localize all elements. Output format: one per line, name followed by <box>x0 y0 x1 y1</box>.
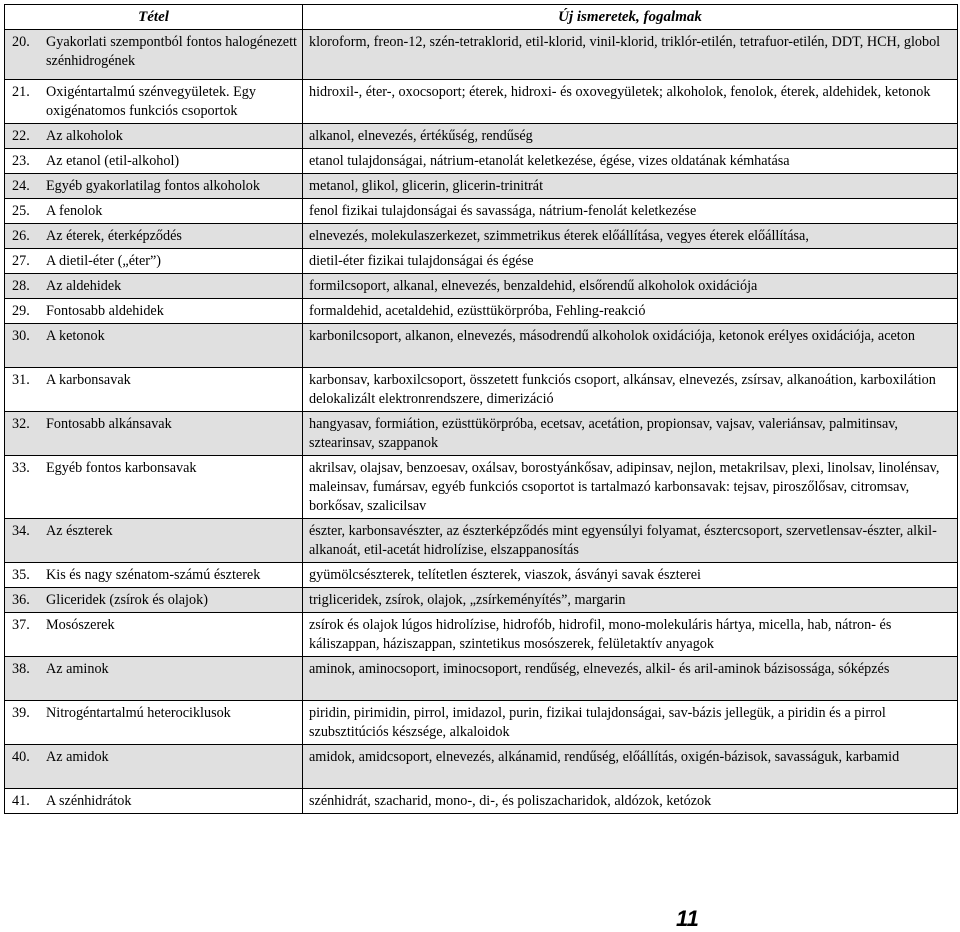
table-row <box>5 701 958 745</box>
row-title: Mosószerek <box>46 617 115 633</box>
row-content: dietil-éter fizikai tulajdonságai és égése <box>303 249 958 274</box>
table-row <box>5 249 958 274</box>
row-number: 21. <box>12 84 30 100</box>
row-content: elnevezés, molekulaszerkezet, szimmetrikus éterek előállítása, vegyes éterek előállítása, <box>303 224 958 249</box>
row-number: 38. <box>12 661 30 677</box>
table-row <box>5 299 958 324</box>
row-content: formilcsoport, alkanal, elnevezés, benzaldehid, elsőrendű alkoholok oxidációja <box>303 274 958 299</box>
tetel-cell <box>5 80 303 124</box>
tetel-cell <box>5 274 303 299</box>
tetel-cell <box>5 149 303 174</box>
table-row <box>5 149 958 174</box>
row-number: 27. <box>12 253 30 269</box>
row-number: 41. <box>12 793 30 809</box>
row-title: Az aminok <box>46 661 109 677</box>
table-row <box>5 745 958 789</box>
row-content: gyümölcsészterek, telítetlen észterek, viaszok, ásványi savak észterei <box>303 563 958 588</box>
table-row <box>5 368 958 412</box>
row-title: Gliceridek (zsírok és olajok) <box>46 592 208 608</box>
row-content: hidroxil-, éter-, oxocsoport; éterek, hidroxi- és oxovegyületek; alkoholok, fenolok, éterek, aldehidek, ketonok <box>303 80 958 124</box>
page-number: 11 <box>676 906 699 931</box>
row-content: metanol, glikol, glicerin, glicerin-trinitrát <box>303 174 958 199</box>
header-tetel: Tétel <box>5 5 303 30</box>
row-title: Az észterek <box>46 523 113 539</box>
table-row <box>5 657 958 701</box>
row-title: Az éterek, éterképződés <box>46 228 182 244</box>
row-number: 40. <box>12 749 30 765</box>
row-content: karbonilcsoport, alkanon, elnevezés, másodrendű alkoholok oxidációja, ketonok erélyes oxidációja, aceton <box>303 324 958 368</box>
row-number: 31. <box>12 372 30 388</box>
table-row <box>5 519 958 563</box>
row-title: Az aldehidek <box>46 278 122 294</box>
row-number: 29. <box>12 303 30 319</box>
table-row <box>5 124 958 149</box>
row-title: Gyakorlati szempontból fontos halogénezett szénhidrogének <box>46 34 297 69</box>
row-content: karbonsav, karboxilcsoport, összetett funkciós csoport, alkánsav, elnevezés, zsírsav, alkanoátion, karboxilátion delokalizált elektronrendszere, dimerizáció <box>303 368 958 412</box>
table-row <box>5 274 958 299</box>
tetel-cell <box>5 412 303 456</box>
table-body <box>5 30 958 814</box>
row-number: 34. <box>12 523 30 539</box>
row-title: Oxigéntartalmú szénvegyületek. Egy oxigénatomos funkciós csoportok <box>46 84 256 119</box>
tetel-cell <box>5 249 303 274</box>
row-title: A dietil-éter („éter”) <box>46 253 162 269</box>
row-number: 22. <box>12 128 30 144</box>
row-title: Fontosabb alkánsavak <box>46 416 172 432</box>
tetel-cell <box>5 657 303 701</box>
row-title: Kis és nagy szénatom-számú észterek <box>46 567 261 583</box>
row-number: 35. <box>12 567 30 583</box>
tetel-cell <box>5 368 303 412</box>
tetel-cell <box>5 613 303 657</box>
row-content: hangyasav, formiátion, ezüsttükörpróba, ecetsav, acetátion, propionsav, vajsav, valeriánsav, palmitinsav, sztearinsav, szappanok <box>303 412 958 456</box>
row-title: A fenolok <box>46 203 103 219</box>
tetel-cell <box>5 563 303 588</box>
table-row <box>5 199 958 224</box>
row-number: 23. <box>12 153 30 169</box>
row-content: amidok, amidcsoport, elnevezés, alkánamid, rendűség, előállítás, oxigén-bázisok, savasságuk, karbamid <box>303 745 958 789</box>
row-number: 32. <box>12 416 30 432</box>
row-number: 36. <box>12 592 30 608</box>
table-row <box>5 174 958 199</box>
row-content: trigliceridek, zsírok, olajok, „zsírkeményítés”, margarin <box>303 588 958 613</box>
row-content: piridin, pirimidin, pirrol, imidazol, purin, fizikai tulajdonságai, sav-bázis jellegük, a piridin és a pirrol szubsztitúciós készsége, alkaloidok <box>303 701 958 745</box>
row-title: Az etanol (etil-alkohol) <box>46 153 180 169</box>
row-content: formaldehid, acetaldehid, ezüsttükörpróba, Fehling-reakció <box>303 299 958 324</box>
row-content: alkanol, elnevezés, értékűség, rendűség <box>303 124 958 149</box>
tetel-cell <box>5 174 303 199</box>
table-row <box>5 563 958 588</box>
row-number: 24. <box>12 178 30 194</box>
tetel-cell <box>5 701 303 745</box>
row-title: A szénhidrátok <box>46 793 132 809</box>
table-row <box>5 224 958 249</box>
row-title: Nitrogéntartalmú heterociklusok <box>46 705 231 721</box>
row-number: 30. <box>12 328 30 344</box>
table-row <box>5 80 958 124</box>
tetel-cell <box>5 456 303 519</box>
row-number: 33. <box>12 460 30 476</box>
tetel-cell <box>5 199 303 224</box>
topics-table <box>4 4 958 814</box>
row-content: szénhidrát, szacharid, mono-, di-, és poliszacharidok, aldózok, ketózok <box>303 789 958 814</box>
tetel-cell <box>5 745 303 789</box>
table-row <box>5 789 958 814</box>
row-title: Az alkoholok <box>46 128 123 144</box>
table-row <box>5 324 958 368</box>
row-number: 28. <box>12 278 30 294</box>
row-title: Az amidok <box>46 749 109 765</box>
row-number: 39. <box>12 705 30 721</box>
table-header-row <box>5 5 958 30</box>
row-content: zsírok és olajok lúgos hidrolízise, hidrofób, hidrofil, mono-molekuláris hártya, micella, hab, nátron- és káliszappan, háziszappan, szintetikus mosószerek, felületaktív anyagok <box>303 613 958 657</box>
row-content: kloroform, freon-12, szén-tetraklorid, etil-klorid, vinil-klorid, triklór-etilén, tetrafuor-etilén, DDT, HCH, globol <box>303 30 958 80</box>
row-content: fenol fizikai tulajdonságai és savassága, nátrium-fenolát keletkezése <box>303 199 958 224</box>
table-row <box>5 456 958 519</box>
row-content: aminok, aminocsoport, iminocsoport, rendűség, elnevezés, alkil- és aril-aminok bázisossága, sóképzés <box>303 657 958 701</box>
row-number: 37. <box>12 617 30 633</box>
row-content: észter, karbonsavészter, az észterképződés mint egyensúlyi folyamat, észtercsoport, szervetlensav-észter, alkil-alkanoát, etil-acetát hidrolízise, elszappanosítás <box>303 519 958 563</box>
row-title: Egyéb gyakorlatilag fontos alkoholok <box>46 178 260 194</box>
row-content: akrilsav, olajsav, benzoesav, oxálsav, borostyánkősav, adipinsav, nejlon, metakrilsav, plexi, linolsav, linolénsav, maleinsav, fumársav, egyéb funkciós csoportot is tartalmazó karbonsavak: tejsav, piroszőlősav, citromsav, borkősav, szalicilsav <box>303 456 958 519</box>
tetel-cell <box>5 30 303 80</box>
table-row <box>5 412 958 456</box>
tetel-cell <box>5 224 303 249</box>
table-row <box>5 588 958 613</box>
tetel-cell <box>5 124 303 149</box>
tetel-cell <box>5 519 303 563</box>
table-row <box>5 30 958 80</box>
row-number: 25. <box>12 203 30 219</box>
tetel-cell <box>5 588 303 613</box>
row-title: A karbonsavak <box>46 372 131 388</box>
row-number: 26. <box>12 228 30 244</box>
row-title: Fontosabb aldehidek <box>46 303 164 319</box>
tetel-cell <box>5 324 303 368</box>
header-uj-ismeretek: Új ismeretek, fogalmak <box>303 5 958 30</box>
tetel-cell <box>5 299 303 324</box>
row-title: A ketonok <box>46 328 105 344</box>
row-content: etanol tulajdonságai, nátrium-etanolát keletkezése, égése, vizes oldatának kémhatása <box>303 149 958 174</box>
row-number: 20. <box>12 34 30 50</box>
table-row <box>5 613 958 657</box>
row-title: Egyéb fontos karbonsavak <box>46 460 197 476</box>
tetel-cell <box>5 789 303 814</box>
